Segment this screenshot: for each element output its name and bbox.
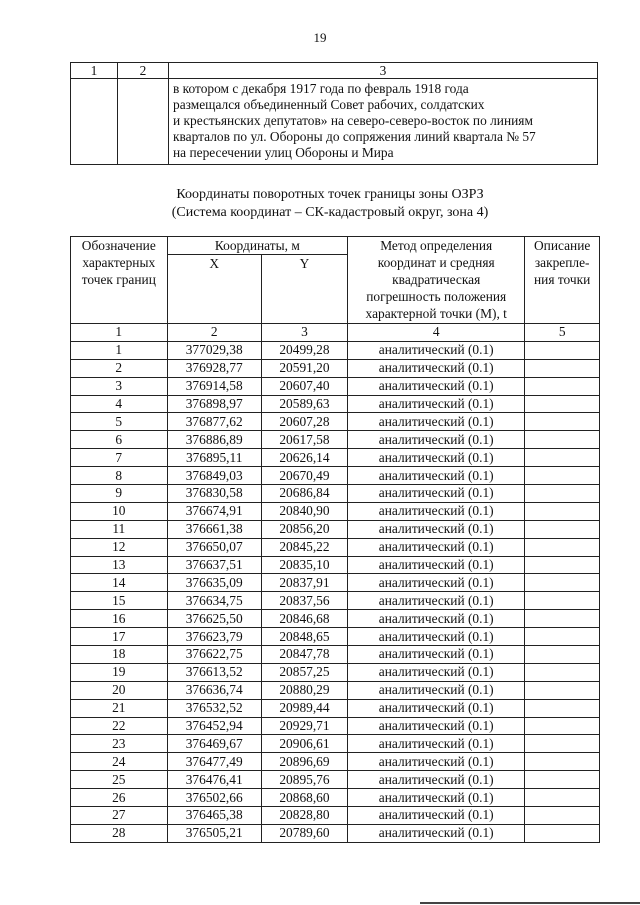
method-cell: аналитический (0.1) (348, 592, 525, 610)
x-coordinate-cell: 376661,38 (167, 520, 261, 538)
description-cell (525, 538, 600, 556)
header-x: X (167, 255, 261, 324)
table-row (71, 610, 600, 628)
point-number-cell: 23 (71, 735, 168, 753)
table-row (71, 663, 600, 681)
description-cell (525, 717, 600, 735)
boundary-text-line: кварталов по ул. Обороны до сопряжения линий квартала № 57 (173, 129, 536, 144)
header-method-line: погрешность положения (366, 289, 507, 304)
boundary-text-line: на пересечении улиц Обороны и Мира (173, 145, 394, 160)
point-number-cell: 2 (71, 359, 168, 377)
boundary-text-line: и крестьянских депутатов» на северо-северо-восток по линиям (173, 113, 533, 128)
y-coordinate-cell: 20670,49 (261, 467, 347, 485)
x-coordinate-cell: 376505,21 (167, 824, 261, 842)
table-row (71, 807, 600, 825)
point-number-cell: 8 (71, 467, 168, 485)
description-cell (525, 807, 600, 825)
method-cell: аналитический (0.1) (348, 341, 525, 359)
header-designation-line: характерных (82, 255, 156, 270)
x-coordinate-cell: 376674,91 (167, 502, 261, 520)
column-number: 2 (167, 324, 261, 342)
x-coordinate-cell: 376452,94 (167, 717, 261, 735)
column-number: 1 (71, 324, 168, 342)
header-method-line: квадратическая (392, 272, 481, 287)
description-cell (525, 699, 600, 717)
page-edge-line (420, 902, 640, 904)
y-coordinate-cell: 20857,25 (261, 663, 347, 681)
table-row (71, 717, 600, 735)
point-number-cell: 5 (71, 413, 168, 431)
method-cell: аналитический (0.1) (348, 717, 525, 735)
description-cell (525, 663, 600, 681)
x-coordinate-cell: 376477,49 (167, 753, 261, 771)
continuation-col-number-1: 1 (71, 63, 118, 79)
method-cell: аналитический (0.1) (348, 628, 525, 646)
page-number: 19 (313, 30, 327, 45)
method-cell: аналитический (0.1) (348, 753, 525, 771)
description-cell (525, 395, 600, 413)
continuation-col-number-2: 2 (118, 63, 169, 79)
y-coordinate-cell: 20868,60 (261, 789, 347, 807)
y-coordinate-cell: 20929,71 (261, 717, 347, 735)
description-cell (525, 359, 600, 377)
y-coordinate-cell: 20856,20 (261, 520, 347, 538)
point-number-cell: 20 (71, 681, 168, 699)
table-row (71, 449, 600, 467)
description-cell (525, 592, 600, 610)
x-coordinate-cell: 376637,51 (167, 556, 261, 574)
method-cell: аналитический (0.1) (348, 771, 525, 789)
header-coordinates: Координаты, м (167, 237, 348, 255)
point-number-cell: 4 (71, 395, 168, 413)
y-coordinate-cell: 20840,90 (261, 502, 347, 520)
method-cell: аналитический (0.1) (348, 485, 525, 503)
method-cell: аналитический (0.1) (348, 413, 525, 431)
coords-header-row-1 (71, 237, 600, 255)
point-number-cell: 24 (71, 753, 168, 771)
section-title: Координаты поворотных точек границы зоны ОЗРЗ (176, 187, 484, 202)
column-number: 3 (261, 324, 347, 342)
point-number-cell: 26 (71, 789, 168, 807)
coordinates-table (70, 236, 600, 843)
x-coordinate-cell: 376634,75 (167, 592, 261, 610)
y-coordinate-cell: 20828,80 (261, 807, 347, 825)
y-coordinate-cell: 20906,61 (261, 735, 347, 753)
description-cell (525, 646, 600, 664)
x-coordinate-cell: 376877,62 (167, 413, 261, 431)
point-number-cell: 17 (71, 628, 168, 646)
method-cell: аналитический (0.1) (348, 538, 525, 556)
x-coordinate-cell: 376650,07 (167, 538, 261, 556)
method-cell: аналитический (0.1) (348, 807, 525, 825)
y-coordinate-cell: 20895,76 (261, 771, 347, 789)
table-row (71, 502, 600, 520)
table-row (71, 395, 600, 413)
method-cell: аналитический (0.1) (348, 735, 525, 753)
header-description-line: Описание (533, 238, 591, 253)
point-number-cell: 22 (71, 717, 168, 735)
y-coordinate-cell: 20607,40 (261, 377, 347, 395)
method-cell: аналитический (0.1) (348, 502, 525, 520)
x-coordinate-cell: 376502,66 (167, 789, 261, 807)
method-cell: аналитический (0.1) (348, 377, 525, 395)
table-row (71, 359, 600, 377)
point-number-cell: 16 (71, 610, 168, 628)
header-designation (71, 237, 168, 324)
continuation-empty-cell-1 (71, 79, 118, 165)
point-number-cell: 9 (71, 485, 168, 503)
x-coordinate-cell: 376613,52 (167, 663, 261, 681)
method-cell: аналитический (0.1) (348, 431, 525, 449)
method-cell: аналитический (0.1) (348, 789, 525, 807)
header-y: Y (261, 255, 347, 324)
continuation-body-row (71, 79, 598, 165)
point-number-cell: 12 (71, 538, 168, 556)
description-cell (525, 449, 600, 467)
description-cell (525, 413, 600, 431)
header-description (525, 237, 600, 324)
y-coordinate-cell: 20848,65 (261, 628, 347, 646)
header-method-line: характерной точки (М), t (365, 306, 507, 321)
table-row (71, 753, 600, 771)
table-row (71, 431, 600, 449)
header-method (348, 237, 525, 324)
x-coordinate-cell: 376625,50 (167, 610, 261, 628)
header-description-line: ния точки (534, 272, 591, 287)
x-coordinate-cell: 376914,58 (167, 377, 261, 395)
method-cell: аналитический (0.1) (348, 663, 525, 681)
continuation-col-number-3: 3 (169, 63, 598, 79)
x-coordinate-cell: 376623,79 (167, 628, 261, 646)
y-coordinate-cell: 20626,14 (261, 449, 347, 467)
column-number: 5 (525, 324, 600, 342)
header-designation-line: Обозначение (81, 238, 156, 253)
description-cell (525, 485, 600, 503)
x-coordinate-cell: 376532,52 (167, 699, 261, 717)
table-row (71, 646, 600, 664)
point-number-cell: 11 (71, 520, 168, 538)
x-coordinate-cell: 376636,74 (167, 681, 261, 699)
method-cell: аналитический (0.1) (348, 449, 525, 467)
continuation-empty-cell-2 (118, 79, 169, 165)
y-coordinate-cell: 20686,84 (261, 485, 347, 503)
section-subtitle: (Система координат – СК-кадастровый округ, зона 4) (171, 205, 489, 220)
x-coordinate-cell: 376830,58 (167, 485, 261, 503)
header-designation-line: точек границ (81, 272, 156, 287)
point-number-cell: 6 (71, 431, 168, 449)
method-cell: аналитический (0.1) (348, 699, 525, 717)
table-row (71, 377, 600, 395)
y-coordinate-cell: 20789,60 (261, 824, 347, 842)
y-coordinate-cell: 20846,68 (261, 610, 347, 628)
table-row (71, 538, 600, 556)
method-cell: аналитический (0.1) (348, 646, 525, 664)
table-row (71, 556, 600, 574)
y-coordinate-cell: 20896,69 (261, 753, 347, 771)
description-cell (525, 467, 600, 485)
method-cell: аналитический (0.1) (348, 574, 525, 592)
y-coordinate-cell: 20607,28 (261, 413, 347, 431)
point-number-cell: 18 (71, 646, 168, 664)
method-cell: аналитический (0.1) (348, 681, 525, 699)
y-coordinate-cell: 20880,29 (261, 681, 347, 699)
point-number-cell: 21 (71, 699, 168, 717)
x-coordinate-cell: 376898,97 (167, 395, 261, 413)
coords-column-numbers-row (71, 324, 600, 342)
boundary-text-line: размещался объединенный Совет рабочих, солдатских (173, 97, 485, 112)
y-coordinate-cell: 20837,56 (261, 592, 347, 610)
description-cell (525, 574, 600, 592)
table-row (71, 735, 600, 753)
x-coordinate-cell: 376465,38 (167, 807, 261, 825)
table-row (71, 467, 600, 485)
table-row (71, 413, 600, 431)
description-cell (525, 824, 600, 842)
y-coordinate-cell: 20617,58 (261, 431, 347, 449)
description-cell (525, 556, 600, 574)
method-cell: аналитический (0.1) (348, 359, 525, 377)
x-coordinate-cell: 376928,77 (167, 359, 261, 377)
point-number-cell: 25 (71, 771, 168, 789)
method-cell: аналитический (0.1) (348, 395, 525, 413)
description-cell (525, 610, 600, 628)
boundary-text-line: в котором с декабря 1917 года по февраль 1918 года (173, 81, 469, 96)
description-cell (525, 341, 600, 359)
y-coordinate-cell: 20845,22 (261, 538, 347, 556)
point-number-cell: 15 (71, 592, 168, 610)
x-coordinate-cell: 376895,11 (167, 449, 261, 467)
table-row (71, 824, 600, 842)
x-coordinate-cell: 376849,03 (167, 467, 261, 485)
x-coordinate-cell: 376622,75 (167, 646, 261, 664)
y-coordinate-cell: 20847,78 (261, 646, 347, 664)
point-number-cell: 14 (71, 574, 168, 592)
y-coordinate-cell: 20837,91 (261, 574, 347, 592)
table-row (71, 628, 600, 646)
header-method-line: Метод определения (380, 238, 493, 253)
method-cell: аналитический (0.1) (348, 520, 525, 538)
point-number-cell: 10 (71, 502, 168, 520)
method-cell: аналитический (0.1) (348, 610, 525, 628)
boundary-description-text (169, 79, 598, 165)
description-cell (525, 681, 600, 699)
point-number-cell: 3 (71, 377, 168, 395)
point-number-cell: 1 (71, 341, 168, 359)
table-row (71, 681, 600, 699)
description-cell (525, 771, 600, 789)
point-number-cell: 13 (71, 556, 168, 574)
y-coordinate-cell: 20591,20 (261, 359, 347, 377)
point-number-cell: 7 (71, 449, 168, 467)
point-number-cell: 19 (71, 663, 168, 681)
method-cell: аналитический (0.1) (348, 556, 525, 574)
point-number-cell: 27 (71, 807, 168, 825)
table-row (71, 341, 600, 359)
y-coordinate-cell: 20989,44 (261, 699, 347, 717)
method-cell: аналитический (0.1) (348, 467, 525, 485)
description-cell (525, 628, 600, 646)
table-row (71, 771, 600, 789)
description-cell (525, 502, 600, 520)
header-description-line: закрепле- (534, 255, 590, 270)
column-number: 4 (348, 324, 525, 342)
y-coordinate-cell: 20499,28 (261, 341, 347, 359)
table-row (71, 520, 600, 538)
x-coordinate-cell: 376635,09 (167, 574, 261, 592)
description-cell (525, 789, 600, 807)
x-coordinate-cell: 376469,67 (167, 735, 261, 753)
point-number-cell: 28 (71, 824, 168, 842)
table-row (71, 574, 600, 592)
x-coordinate-cell: 376886,89 (167, 431, 261, 449)
y-coordinate-cell: 20589,63 (261, 395, 347, 413)
table-row (71, 485, 600, 503)
description-cell (525, 520, 600, 538)
table-row (71, 699, 600, 717)
table-row (71, 592, 600, 610)
coordinates-table-body (71, 341, 600, 842)
continuation-header-row (71, 63, 598, 79)
description-cell (525, 753, 600, 771)
continuation-table (70, 62, 598, 165)
x-coordinate-cell: 376476,41 (167, 771, 261, 789)
description-cell (525, 377, 600, 395)
description-cell (525, 735, 600, 753)
table-row (71, 789, 600, 807)
description-cell (525, 431, 600, 449)
y-coordinate-cell: 20835,10 (261, 556, 347, 574)
header-method-line: координат и средняя (377, 255, 495, 270)
x-coordinate-cell: 377029,38 (167, 341, 261, 359)
method-cell: аналитический (0.1) (348, 824, 525, 842)
